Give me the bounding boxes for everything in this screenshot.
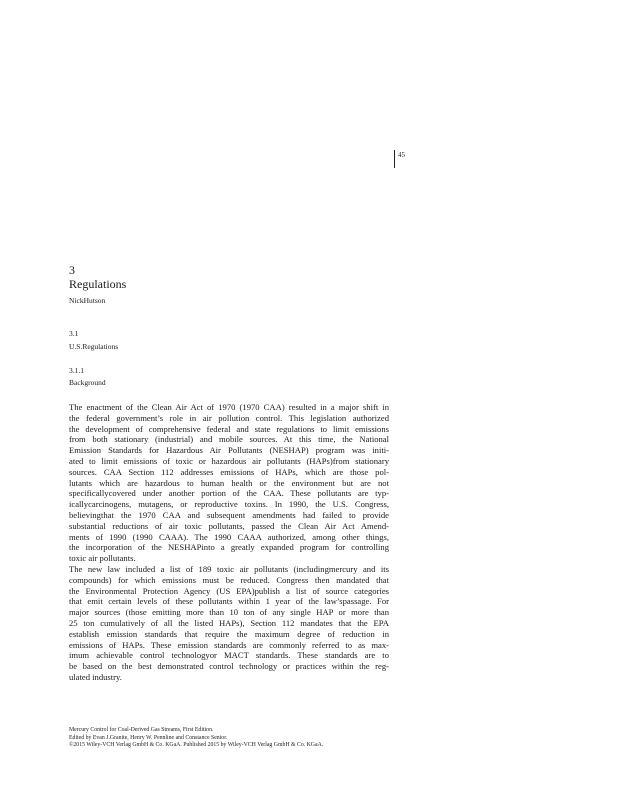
body-line: ments of 1990 (1990 CAAA). The 1990 CAAA authorized, among other things, bbox=[69, 531, 389, 542]
body-line: lutants which are hazardous to human health or the environment but are not bbox=[69, 477, 389, 488]
body-line: toxic air pollutants. bbox=[69, 553, 136, 564]
body-line: that emit certain levels of these pollutants within 1 year of the law’spassage. For bbox=[69, 596, 389, 607]
footer-line: Edited by Evan J.Granite, Henry W. Pennline and Constance Senior. bbox=[69, 734, 228, 741]
body-line: establish emission standards that require the maximum degree of reduction in bbox=[69, 628, 389, 639]
body-text bbox=[69, 402, 389, 683]
body-line: the federal government’s role in air pollution control. This legislation authorized bbox=[69, 412, 389, 423]
chapter-title: Regulations bbox=[69, 277, 127, 291]
subsection-number: 3.1.1 bbox=[69, 366, 84, 375]
body-line: be based on the best demonstrated control technology or practices within the reg- bbox=[69, 661, 389, 672]
body-line: The new law included a list of 189 toxic air pollutants (includingmercury and its bbox=[69, 563, 389, 574]
body-line: compounds) for which emissions must be reduced. Congress then mandated that bbox=[69, 574, 389, 585]
footer-line: ©2015 Wiley-VCH Verlag GmbH & Co. KGaA. Published 2015 by Wiley-VCH Verlag GmbH & Co. KGaA. bbox=[69, 742, 324, 749]
body-line: ated to limit emissions of toxic or hazardous air pollutants (HAPs)from stationary bbox=[69, 455, 389, 466]
section-title: U.S.Regulations bbox=[69, 342, 119, 351]
body-line: believingthat the 1970 CAA and subsequent amendments had failed to provide bbox=[69, 509, 389, 520]
subsection-title: Background bbox=[69, 378, 106, 387]
body-line: sources. CAA Section 112 addresses emissions of HAPs, which are those pol- bbox=[69, 466, 389, 477]
body-line: from both stationary (industrial) and mobile sources. At this time, the National bbox=[69, 434, 389, 445]
body-line: the incorporation of the NESHAPinto a greatly expanded program for controlling bbox=[69, 542, 389, 553]
body-line: 25 ton cumulatively of all the listed HAPs), Section 112 mandates that the EPA bbox=[69, 617, 389, 628]
footer-line: Mercury Control for Coal-Derived Gas Streams, First Edition. bbox=[69, 727, 214, 733]
body-line: the Environmental Protection Agency (US EPA)publish a list of source categories bbox=[69, 585, 389, 596]
body-line: specificallycovered under another portion of the CAA. These pollutants are typ- bbox=[69, 488, 389, 499]
body-line: major sources (those emitting more than 10 ton of any single HAP or more than bbox=[69, 607, 389, 618]
page-number: 45 bbox=[398, 151, 405, 159]
body-line: imum achievable control technologyor MACT standards. These standards are to bbox=[69, 650, 389, 661]
body-line: icallycarcinogens, mutagens, or reproductive toxins. In 1990, the U.S. Congress, bbox=[69, 499, 389, 510]
chapter-author: NickHutson bbox=[69, 296, 106, 305]
body-line: The enactment of the Clean Air Act of 1970 (1970 CAA) resulted in a major shift in bbox=[69, 402, 389, 412]
body-line: substantial reductions of air toxic pollutants, passed the Clean Air Act Amend- bbox=[69, 520, 389, 531]
page-number-rule bbox=[394, 150, 395, 168]
body-line: emissions of HAPs. These emission standards are commonly referred to as max- bbox=[69, 639, 389, 650]
section-number: 3.1 bbox=[69, 329, 79, 338]
body-line: the development of comprehensive federal and state regulations to limit emissions bbox=[69, 423, 389, 434]
copyright-footer bbox=[69, 727, 323, 750]
chapter-number: 3 bbox=[69, 263, 75, 277]
body-line: ulated industry. bbox=[69, 671, 122, 682]
body-line: Emission Standards for Hazardous Air Pollutants (NESHAP) program was initi- bbox=[69, 445, 389, 456]
